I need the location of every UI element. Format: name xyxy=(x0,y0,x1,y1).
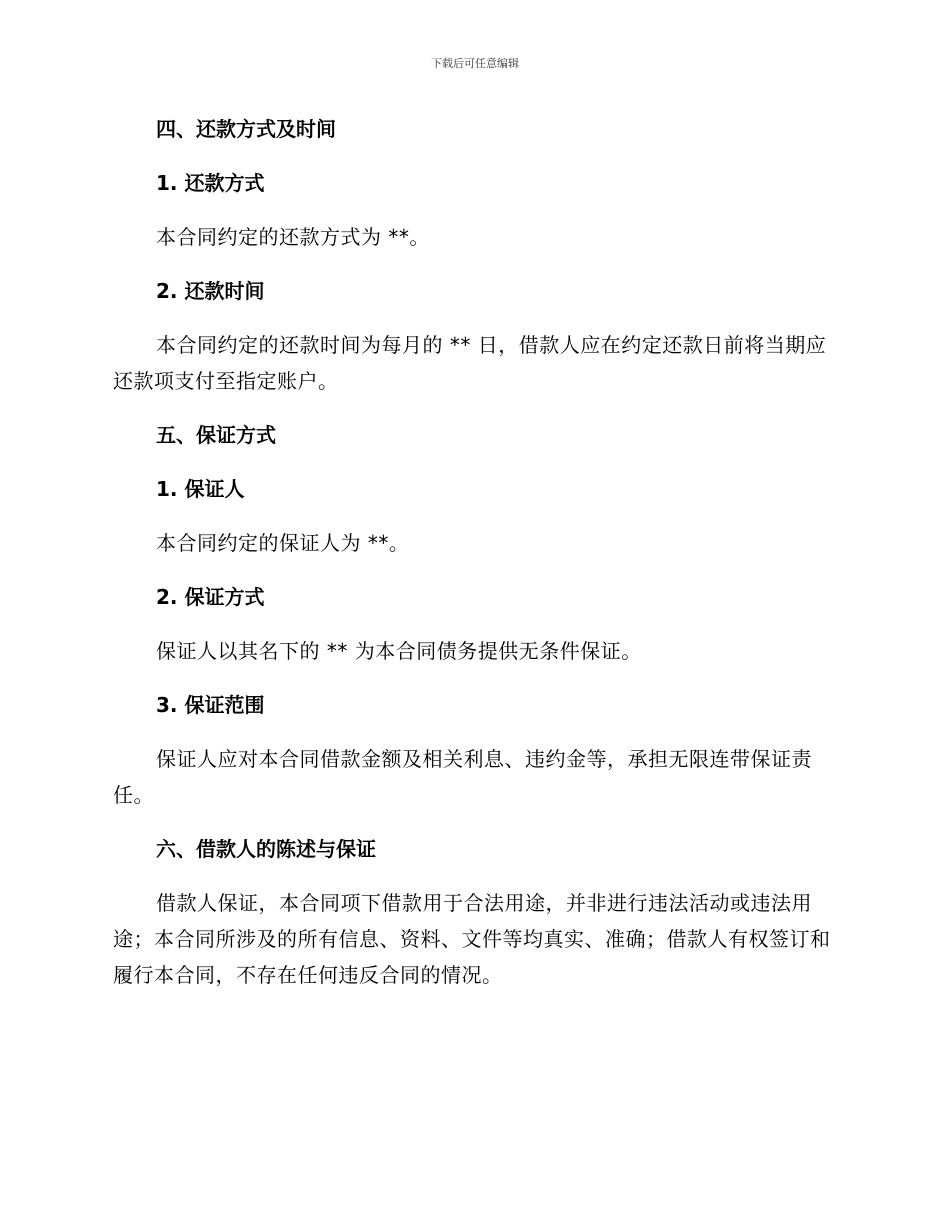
section-6-text: 借款人保证，本合同项下借款用于合法用途，并非进行违法活动或违法用途；本合同所涉及的所有信息、资料、文件等均真实、准确；借款人有权签订和履行本合同，不存在任何违反合同的情况。 xyxy=(113,891,831,987)
section-4-1-title: 1. 还款方式 xyxy=(156,171,265,195)
section-4-2-title: 2. 还款时间 xyxy=(156,279,265,303)
section-5-2-title: 2. 保证方式 xyxy=(156,585,265,609)
header-note: 下载后可任意编辑 xyxy=(431,57,519,70)
section-5-3-text: 保证人应对本合同借款金额及相关利息、违约金等，承担无限连带保证责任。 xyxy=(113,747,812,807)
section-4-1-text: 本合同约定的还款方式为 **。 xyxy=(156,225,430,249)
section-6-title: 六、借款人的陈述与保证 xyxy=(156,837,376,861)
section-4-2-text: 本合同约定的还款时间为每月的 ** 日，借款人应在约定还款日前将当期应还款项支付至指定账户。 xyxy=(113,333,827,393)
section-5-1-title: 1. 保证人 xyxy=(156,477,245,501)
section-5-3-title: 3. 保证范围 xyxy=(156,693,265,717)
section-4-title: 四、还款方式及时间 xyxy=(156,117,336,141)
section-5-1-text: 本合同约定的保证人为 **。 xyxy=(156,531,410,555)
document-body xyxy=(113,111,838,993)
section-5-title: 五、保证方式 xyxy=(156,423,276,447)
section-5-2-text: 保证人以其名下的 ** 为本合同债务提供无条件保证。 xyxy=(156,639,642,663)
